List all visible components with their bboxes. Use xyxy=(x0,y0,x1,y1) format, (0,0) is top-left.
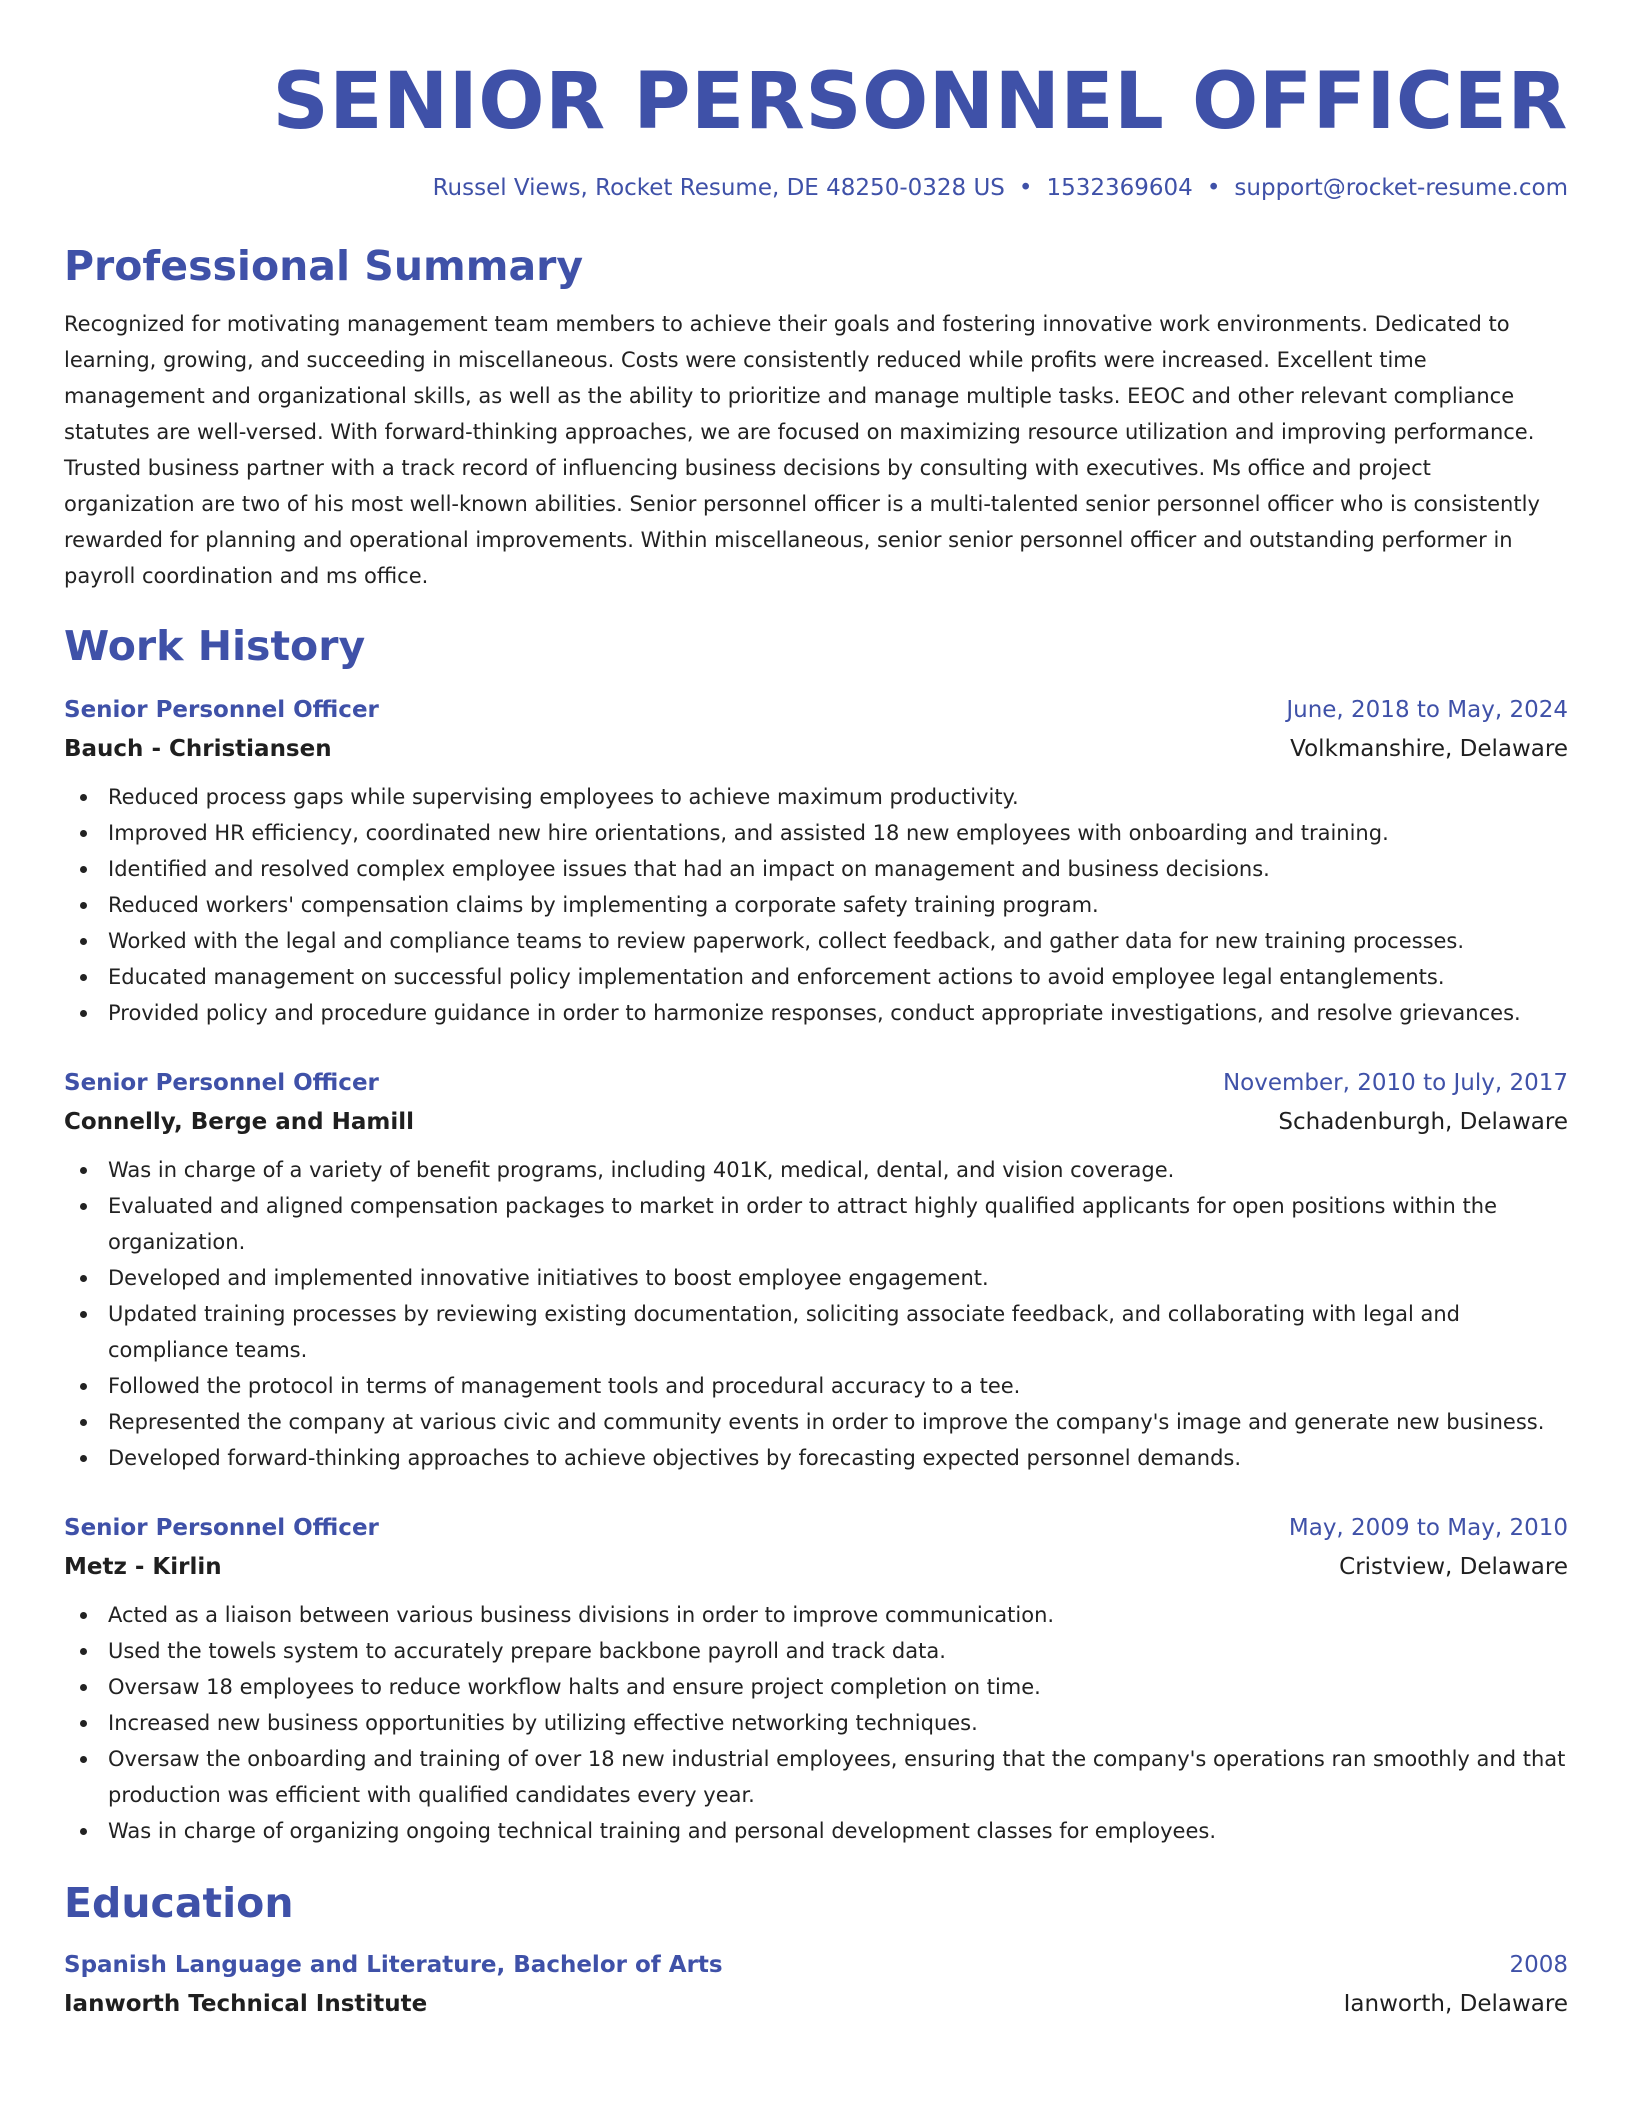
bullet-dot-icon xyxy=(80,1684,87,1691)
job-location: Cristview, Delaware xyxy=(1339,1554,1568,1580)
job-bullet xyxy=(108,1368,1568,1404)
contact-address: Russel Views, Rocket Resume, DE 48250-0328 US xyxy=(432,175,1005,201)
job-bullet xyxy=(108,1404,1568,1440)
resume-title: SENIOR PERSONNEL OFFICER xyxy=(272,57,1568,147)
job-entry xyxy=(64,1512,1568,1849)
job-bullet-text: Oversaw 18 employees to reduce workflow halts and ensure project completion on time. xyxy=(108,1675,1041,1699)
job-bullet-text: Reduced workers' compensation claims by implementing a corporate safety training program. xyxy=(108,893,1099,917)
job-bullet-text: Was in charge of a variety of benefit programs, including 401K, medical, dental, and vision coverage. xyxy=(108,1158,1175,1182)
bullet-dot-icon xyxy=(80,974,87,981)
job-bullet xyxy=(108,1741,1568,1813)
job-bullet xyxy=(108,851,1568,887)
job-entry xyxy=(64,694,1568,1031)
job-bullet-text: Reduced process gaps while supervising employees to achieve maximum productivity. xyxy=(108,785,1019,809)
job-location: Schadenburgh, Delaware xyxy=(1278,1109,1568,1135)
bullet-dot-icon xyxy=(80,794,87,801)
education-location: Ianworth, Delaware xyxy=(1343,1991,1568,2017)
job-bullet xyxy=(108,1813,1568,1849)
bullet-dot-icon xyxy=(80,1383,87,1390)
job-dates: November, 2010 to July, 2017 xyxy=(1222,1070,1568,1096)
job-bullet xyxy=(108,1188,1568,1260)
job-bullet xyxy=(108,887,1568,923)
bullet-dot-icon xyxy=(80,866,87,873)
education-year: 2008 xyxy=(1509,1952,1568,1978)
job-bullet-text: Used the towels system to accurately prepare backbone payroll and track data. xyxy=(108,1639,946,1663)
bullet-dot-icon xyxy=(80,1612,87,1619)
bullet-dot-icon xyxy=(80,1419,87,1426)
education-degree: Spanish Language and Literature, Bachelor of Arts xyxy=(64,1952,723,1978)
job-bullet xyxy=(108,923,1568,959)
job-bullet-text: Evaluated and aligned compensation packages to market in order to attract highly qualified applicants for open positions within the organization. xyxy=(108,1194,1498,1254)
job-bullet xyxy=(108,1260,1568,1296)
job-title: Senior Personnel Officer xyxy=(64,1070,379,1096)
job-company: Bauch - Christiansen xyxy=(64,736,332,762)
job-entry xyxy=(64,1067,1568,1476)
job-bullet xyxy=(108,1669,1568,1705)
job-bullet xyxy=(108,1633,1568,1669)
bullet-dot-icon xyxy=(80,938,87,945)
job-bullet-text: Increased new business opportunities by utilizing effective networking techniques. xyxy=(108,1711,978,1735)
job-bullet-text: Updated training processes by reviewing existing documentation, soliciting associate feedback, and collaborating with legal and compliance teams. xyxy=(108,1302,1460,1362)
job-bullet-text: Acted as a liaison between various business divisions in order to improve communication. xyxy=(108,1603,1055,1627)
contact-line xyxy=(64,172,1568,204)
job-bullet xyxy=(108,1440,1568,1476)
job-bullet xyxy=(108,1597,1568,1633)
job-bullet xyxy=(108,995,1568,1031)
job-bullet-text: Represented the company at various civic and community events in order to improve the company's image and generate new business. xyxy=(108,1410,1545,1434)
job-bullet-text: Educated management on successful policy implementation and enforcement actions to avoid employee legal entanglements. xyxy=(108,965,1445,989)
bullet-dot-icon xyxy=(80,1275,87,1282)
bullet-dot-icon xyxy=(80,830,87,837)
bullet-dot-icon xyxy=(80,1203,87,1210)
bullet-dot-icon xyxy=(80,1756,87,1763)
bullet-dot-icon xyxy=(80,902,87,909)
job-bullet-list xyxy=(64,779,1568,1031)
job-bullet-list xyxy=(64,1152,1568,1476)
work-history-list xyxy=(64,694,1568,1849)
bullet-dot-icon xyxy=(80,1720,87,1727)
job-bullet xyxy=(108,959,1568,995)
bullet-dot-icon xyxy=(80,1455,87,1462)
job-bullet-text: Improved HR efficiency, coordinated new hire orientations, and assisted 18 new employees with onboarding and training. xyxy=(108,821,1389,845)
job-dates: June, 2018 to May, 2024 xyxy=(1286,697,1568,723)
job-bullet-text: Identified and resolved complex employee issues that had an impact on management and business decisions. xyxy=(108,857,1270,881)
separator-dot: • xyxy=(1018,175,1033,201)
job-bullet-text: Followed the protocol in terms of management tools and procedural accuracy to a tee. xyxy=(108,1374,1021,1398)
education-entry xyxy=(64,1949,1568,2020)
job-bullet-text: Was in charge of organizing ongoing technical training and personal development classes for employees. xyxy=(108,1819,1217,1843)
job-bullet-text: Developed and implemented innovative initiatives to boost employee engagement. xyxy=(108,1266,989,1290)
section-title-education: Education xyxy=(64,1879,294,1927)
job-dates: May, 2009 to May, 2010 xyxy=(1288,1515,1568,1541)
job-company: Metz - Kirlin xyxy=(64,1554,222,1580)
job-bullet-text: Oversaw the onboarding and training of over 18 new industrial employees, ensuring that the company's operations ran smoothly and that production was efficient with qualified candidates every year. xyxy=(108,1747,1566,1807)
separator-dot: • xyxy=(1206,175,1221,201)
job-bullet xyxy=(108,1296,1568,1368)
education-school: Ianworth Technical Institute xyxy=(64,1991,428,2017)
job-title: Senior Personnel Officer xyxy=(64,1515,379,1541)
job-bullet-text: Worked with the legal and compliance teams to review paperwork, collect feedback, and gather data for new training processes. xyxy=(108,929,1465,953)
job-bullet-list xyxy=(64,1597,1568,1849)
job-bullet-text: Developed forward-thinking approaches to achieve objectives by forecasting expected personnel demands. xyxy=(108,1446,1242,1470)
job-location: Volkmanshire, Delaware xyxy=(1290,736,1568,762)
bullet-dot-icon xyxy=(80,1311,87,1318)
bullet-dot-icon xyxy=(80,1828,87,1835)
bullet-dot-icon xyxy=(80,1648,87,1655)
job-bullet-text: Provided policy and procedure guidance in order to harmonize responses, conduct appropriate investigations, and resolve grievances. xyxy=(108,1001,1521,1025)
job-bullet xyxy=(108,815,1568,851)
job-bullet xyxy=(108,1152,1568,1188)
job-bullet xyxy=(108,1705,1568,1741)
contact-phone: 1532369604 xyxy=(1046,175,1193,201)
summary-paragraph: Recognized for motivating management team members to achieve their goals and fostering innovative work environments. Dedicated to learning, growing, and succeeding in miscellaneous. Costs were consistently reduced while profits were increased. Excellent time management and organizational skills, as well as the ability to prioritize and manage multiple tasks. EEOC and other relevant compliance statutes are well-versed. With forward-thinking approaches, we are focused on maximizing resource utilization and improving performance. Trusted business partner with a track record of influencing business decisions by consulting with executives. Ms office and project organization are two of his most well-known abilities. Senior personnel officer is a multi-talented senior personnel officer who is consistently rewarded for planning and operational improvements. Within miscellaneous, senior senior personnel officer and outstanding performer in payroll coordination and ms office. xyxy=(64,312,1540,588)
section-title-summary: Professional Summary xyxy=(64,242,584,290)
section-title-work-history: Work History xyxy=(64,622,366,670)
job-bullet xyxy=(108,779,1568,815)
job-title: Senior Personnel Officer xyxy=(64,697,379,723)
job-company: Connelly, Berge and Hamill xyxy=(64,1109,415,1135)
bullet-dot-icon xyxy=(80,1167,87,1174)
bullet-dot-icon xyxy=(80,1010,87,1017)
contact-email: support@rocket-resume.com xyxy=(1234,175,1568,201)
